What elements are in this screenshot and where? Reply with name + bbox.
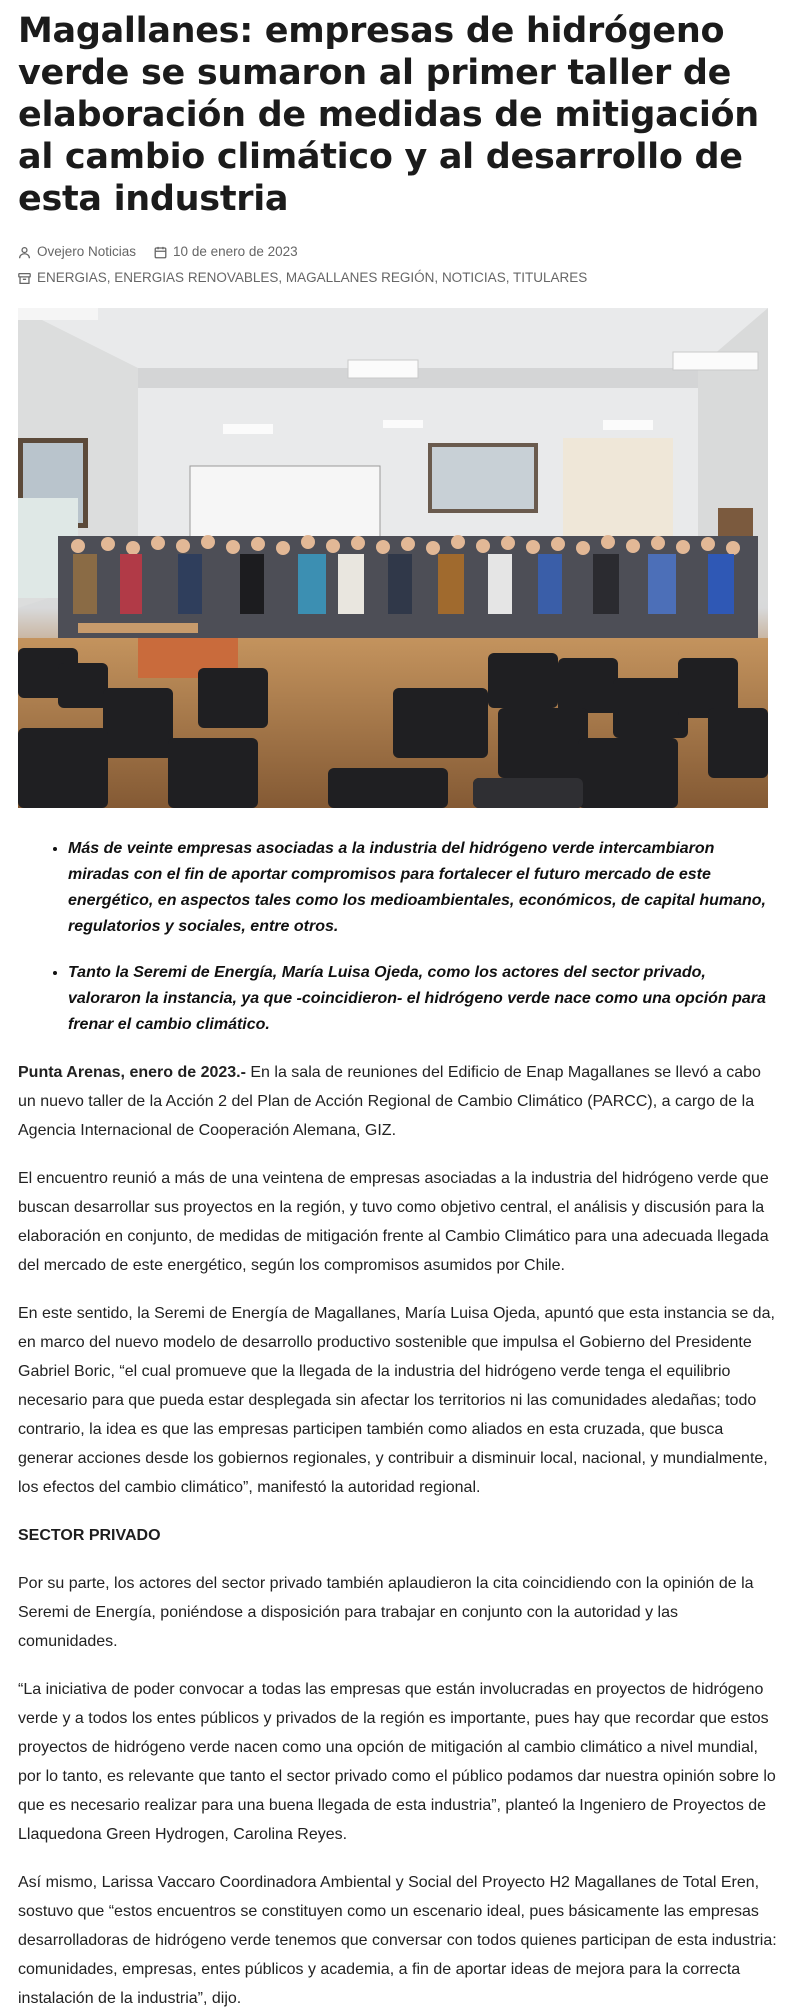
- category-separator: ,: [505, 270, 513, 285]
- dateline: Punta Arenas, enero de 2023.-: [18, 1064, 246, 1081]
- paragraph: El encuentro reunió a más de una veintena de empresas asociadas a la industria del hidrógeno verde que buscan desarrollar sus proyectos en la región, y tuvo como objetivo central, el análisis y discusión para la elaboración en conjunto, de medidas de mitigación frente al Cambio Climático para una adecuada llegada del mercado de este energético, según los compromisos asumidos por Chile.: [18, 1170, 769, 1274]
- paragraph: “La iniciativa de poder convocar a todas las empresas que están involucradas en proyectos de hidrógeno verde y a todos los entes públicos y privados de la región es importante, pues hay que recordar que estos proyectos de hidrógeno verde nacen como una opción de mitigación al cambio climático a nivel mundial, por lo tanto, es relevante que tanto el sector privado como el público podamos dar nuestra opinión sobre lo que es necesario realizar para una buena llegada de esta industria”, planteó la Ingeniero de Proyectos de Llaquedona Green Hydrogen, Carolina Reyes.: [18, 1681, 776, 1843]
- paragraph: Por su parte, los actores del sector privado también aplaudieron la cita coincidiendo con la opinión de la Seremi de Energía, poniéndose a disposición para trabajar en conjunto con la autoridad y las comunidades.: [18, 1575, 754, 1650]
- highlight-item: • Tanto la Seremi de Energía, María Luisa Ojeda, como los actores del sector privado, valoraron la instancia, ya que -coincidieron- el hidrógeno verde nace como una opción para frenar el cambio climático.: [68, 960, 777, 1038]
- article-body: [18, 1058, 777, 2013]
- category-separator: ,: [278, 270, 286, 285]
- categories: [18, 268, 587, 288]
- category-separator: ,: [434, 270, 442, 285]
- category-separator: ,: [106, 270, 115, 285]
- category-link[interactable]: NOTICIAS: [441, 270, 506, 285]
- author-name[interactable]: Ovejero Noticias: [37, 244, 137, 259]
- author[interactable]: [18, 242, 136, 262]
- lead-text: En la sala de reuniones del Edificio de Enap Magallanes se llevó a cabo un nuevo taller de la Acción 2 del Plan de Acción Regional de Cambio Climático (PARCC), a cargo de la Agencia Internacional de Cooperación Alemana, GIZ.: [18, 1064, 761, 1139]
- category-list: [37, 268, 587, 288]
- date-text: 10 de enero de 2023: [173, 244, 298, 259]
- paragraph: Así mismo, Larissa Vaccaro Coordinadora Ambiental y Social del Proyecto H2 Magallanes de Total Eren, sostuvo que “estos encuentros se constituyen como un escenario ideal, pues básicamente las empresas desarrolladoras de hidrógeno verde tenemos que conversar con todos quienes participan de esta industria: comunidades, empresas, entes públicos y academia, a fin de aportar ideas de mejora para la correcta instalación de la industria”, dijo.: [18, 1874, 777, 2007]
- archive-icon: [18, 272, 31, 285]
- highlight-item: • Más de veinte empresas asociadas a la industria del hidrógeno verde intercambiaron miradas con el fin de aportar compromisos para fortalecer el futuro mercado de este energético, en aspectos tales como los medioambientales, económicos, de capital humano, regulatorios y sociales, entre otros.: [68, 836, 777, 940]
- article-highlights: [68, 836, 777, 1038]
- user-icon: [18, 246, 31, 259]
- category-link[interactable]: ENERGIAS: [37, 270, 107, 285]
- category-link[interactable]: ENERGIAS RENOVABLES: [114, 270, 279, 285]
- lead-paragraph: [18, 1058, 777, 1145]
- section-heading: SECTOR PRIVADO: [18, 1527, 161, 1544]
- article-title: Magallanes: empresas de hidrógeno verde se sumaron al primer taller de elaboración de medidas de mitigación al cambio climático y al desarrollo de esta industria: [18, 11, 759, 219]
- category-link[interactable]: MAGALLANES REGIÓN: [285, 270, 435, 285]
- featured-photo: [18, 308, 768, 808]
- paragraph: En este sentido, la Seremi de Energía de Magallanes, María Luisa Ojeda, apuntó que esta instancia se da, en marco del nuevo modelo de desarrollo productivo sostenible que impulsa el Gobierno del Presidente Gabriel Boric, “el cual promueve que la llegada de la industria del hidrógeno verde tenga el equilibrio necesario para que pueda estar desplegada sin afectar los territorios ni las comunidades aledañas; todo contrario, la idea es que las empresas participen también como aliados en esta cruzada, que busca generar acciones desde los gobiernos regionales, y contribuir a disminuir local, nacional, y mundialmente, los efectos del cambio climático”, manifestó la autoridad regional.: [18, 1305, 775, 1496]
- article-meta: [18, 242, 777, 288]
- calendar-icon: [154, 246, 167, 259]
- category-link[interactable]: TITULARES: [512, 270, 588, 285]
- publish-date: [154, 242, 298, 262]
